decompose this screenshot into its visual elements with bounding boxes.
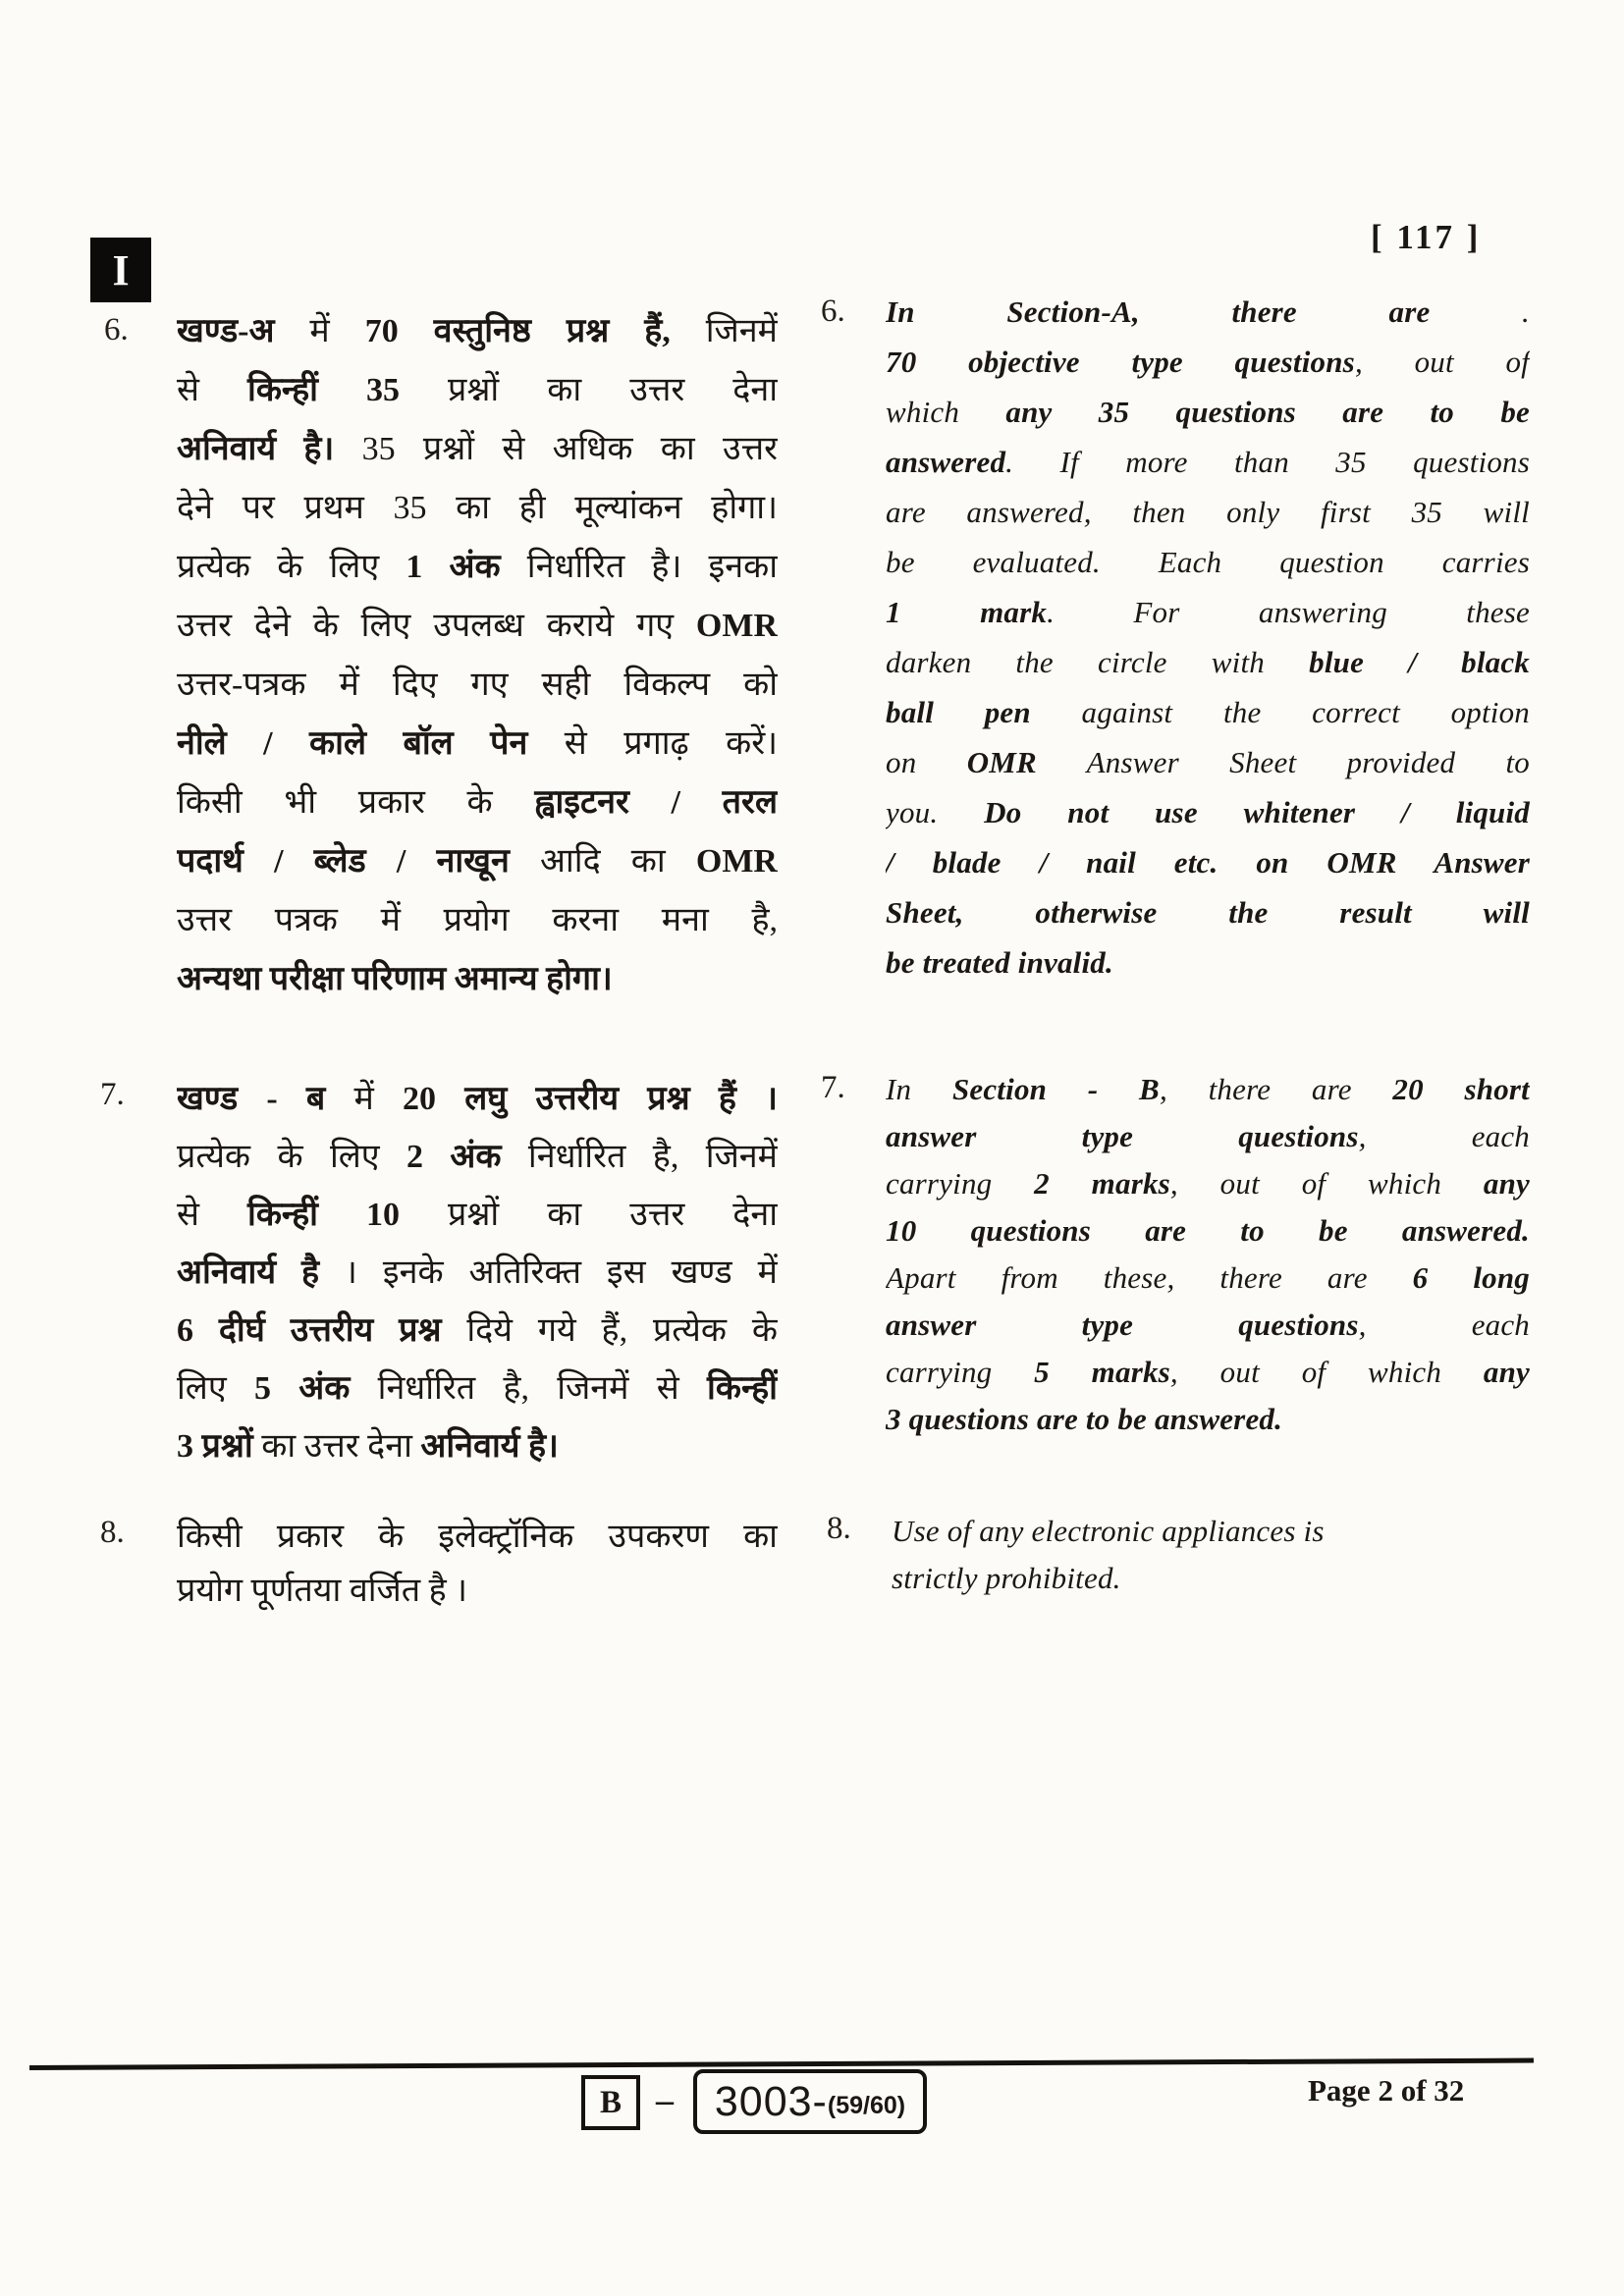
text-line: which any 35 questions are to be <box>886 395 1530 429</box>
text-line: on OMR Answer Sheet provided to <box>886 745 1530 779</box>
text-line: किसी प्रकार के इलेक्ट्रॉनिक उपकरण का <box>177 1519 778 1555</box>
booklet-code-box <box>693 2069 927 2134</box>
text-line: / blade / nail etc. on OMR Answer <box>886 845 1530 880</box>
item-8-english-text <box>892 1508 1528 1602</box>
text-line: 6 दीर्घ उत्तरीय प्रश्न दिये गये हैं, प्रत्येक के <box>177 1312 778 1349</box>
text-line: you. Do not use whitener / liquid <box>886 795 1530 829</box>
text-line: answered. If more than 35 questions <box>886 445 1530 479</box>
text-line: answer type questions, each <box>886 1308 1530 1342</box>
text-line: In Section - B, there are 20 short <box>886 1072 1530 1106</box>
text-line: strictly prohibited. <box>892 1561 1121 1595</box>
item-6-number-hindi: 6. <box>104 312 129 347</box>
corner-set-letter: I <box>112 245 130 294</box>
item-7-number-english: 7. <box>821 1070 845 1105</box>
item-8-hindi-text <box>177 1510 778 1618</box>
text-line: 3 प्रश्नों का उत्तर देना अनिवार्य है। <box>177 1428 559 1465</box>
text-line: answer type questions, each <box>886 1119 1530 1153</box>
text-line: खण्ड-अ में 70 वस्तुनिष्ठ प्रश्न हैं, जिनमें <box>177 313 778 349</box>
text-line: प्रत्येक के लिए 2 अंक निर्धारित है, जिनमें <box>177 1139 778 1175</box>
text-line: 1 mark. For answering these <box>886 595 1530 629</box>
text-line: अनिवार्य है। 35 प्रश्नों से अधिक का उत्तर <box>177 431 778 467</box>
text-line: 70 objective type questions, out of <box>886 345 1530 379</box>
text-line: खण्ड - ब में 20 लघु उत्तरीय प्रश्न हैं । <box>177 1081 778 1117</box>
set-code-letter: B <box>599 2084 622 2120</box>
corner-set-marker <box>90 238 151 302</box>
text-line: उत्तर पत्रक में प्रयोग करना मना है, <box>177 902 778 938</box>
text-line: प्रत्येक के लिए 1 अंक निर्धारित है। इनका <box>177 549 778 585</box>
text-line: पदार्थ / ब्लेड / नाखून आदि का OMR <box>177 843 778 880</box>
item-6-number-english: 6. <box>821 294 845 329</box>
item-7-english-text <box>886 1066 1530 1443</box>
text-line: In Section-A, there are . <box>886 294 1530 329</box>
text-line: Sheet, otherwise the result will <box>886 895 1530 930</box>
booklet-subcode: (59/60) <box>827 2091 906 2119</box>
text-line: are answered, then only first 35 will <box>886 495 1530 529</box>
text-line: Use of any electronic appliances is <box>892 1514 1325 1548</box>
booklet-code: 3003- <box>714 2077 828 2125</box>
text-line: उत्तर-पत्रक में दिए गए सही विकल्प को <box>177 667 778 703</box>
text-line: be evaluated. Each question carries <box>886 545 1530 579</box>
text-line: लिए 5 अंक निर्धारित है, जिनमें से किन्हीं <box>177 1370 778 1407</box>
text-line: देने पर प्रथम 35 का ही मूल्यांकन होगा। <box>177 490 778 526</box>
item-7-hindi-text <box>177 1070 778 1475</box>
footer-dash: – <box>656 2080 674 2119</box>
text-line: किसी भी प्रकार के ह्वाइटनर / तरल <box>177 784 778 821</box>
item-7-number-hindi: 7. <box>100 1077 125 1112</box>
item-6-hindi-text <box>177 302 778 1009</box>
text-line: उत्तर देने के लिए उपलब्ध कराये गए OMR <box>177 608 778 644</box>
page-ref: [ 117 ] <box>1371 218 1482 256</box>
item-6-english-text <box>886 287 1530 988</box>
text-line: 10 questions are to be answered. <box>886 1213 1530 1248</box>
text-line: carrying 5 marks, out of which any <box>886 1355 1530 1389</box>
item-8-number-english: 8. <box>827 1511 851 1546</box>
text-line: नीले / काले बॉल पेन से प्रगाढ़ करें। <box>177 725 778 762</box>
text-line: darken the circle with blue / black <box>886 645 1530 679</box>
text-line: carrying 2 marks, out of which any <box>886 1166 1530 1201</box>
text-line: से किन्हीं 35 प्रश्नों का उत्तर देना <box>177 372 778 408</box>
page-indicator: Page 2 of 32 <box>1308 2073 1465 2108</box>
item-8-number-hindi: 8. <box>100 1515 125 1550</box>
text-line: be treated invalid. <box>886 945 1113 980</box>
set-code-box <box>581 2075 640 2130</box>
text-line: से किन्हीं 10 प्रश्नों का उत्तर देना <box>177 1197 778 1233</box>
text-line: प्रयोग पूर्णतया वर्जित है । <box>177 1573 468 1609</box>
text-line: अन्यथा परीक्षा परिणाम अमान्य होगा। <box>177 961 613 997</box>
text-line: अनिवार्य है । इनके अतिरिक्त इस खण्ड में <box>177 1255 778 1291</box>
text-line: Apart from these, there are 6 long <box>886 1260 1530 1295</box>
text-line: 3 questions are to be answered. <box>886 1402 1283 1436</box>
text-line: ball pen against the correct option <box>886 695 1530 729</box>
